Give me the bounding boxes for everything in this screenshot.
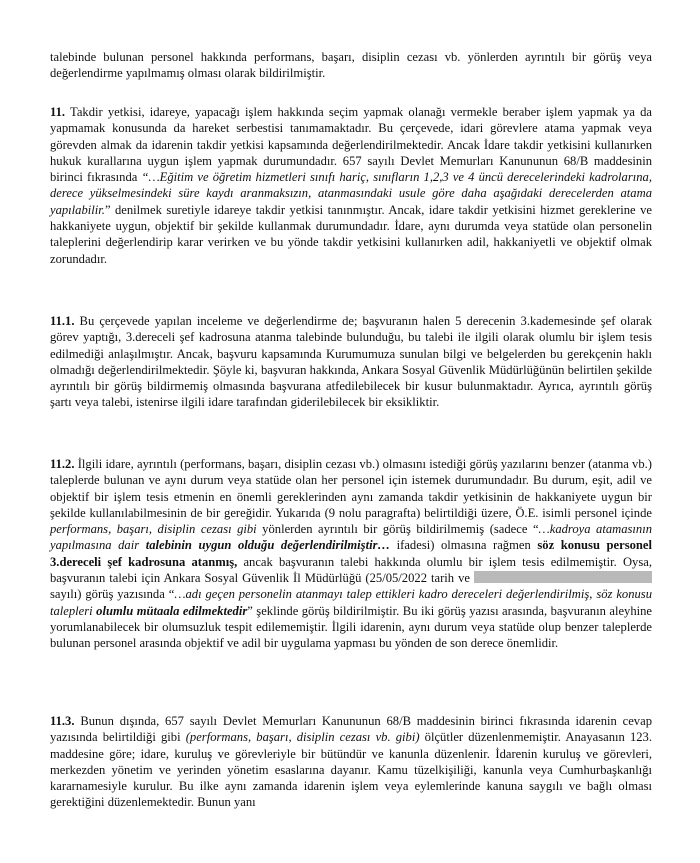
paragraph-text: ” denilmek suretiyle idareye takdir yetkisi tanınmıştır. Ancak, idare takdir yetkisini hizmet gereklerine ve hakkaniyete uygun, objektif bir şekilde kullanmak durumundadır. İdare, aynı durumda veya statüde olan personelin taleplerini değerlendirip karar verirken ve bu yönde takdir yetkisini kullanırken adil, hakkaniyetli ve objektif olmak zorundadır. — [50, 202, 652, 266]
italic-phrase: …kadroya atamasının yapılmasına dair — [50, 522, 652, 553]
redacted-number — [474, 571, 652, 583]
paragraph-text: İlgili idare, ayrıntılı (performans, başarı, disiplin cezası vb.) olmasını istediği görüş yazılarını benzer (atanma vb.) taleplerde bulunan ve aynı durum veya statüde olan her personel için istemek durumundadır. Bu durum, eşit, adil ve objektif bir işlem tesis etmenin en önemli gereklerinden aynı zamanda takdir yetkisinin de hakkaniyete uygun bir şekilde kullanılabilmesinin de bir gereğidir. Yukarıda (9 nolu paragrafta) belirtildiği üzere, Ö.E. isimli personel içinde — [50, 457, 652, 520]
italic-phrase: performans, başarı, disiplin cezası gibi — [50, 522, 257, 537]
paragraph-text: ölçütler düzenlenmemiştir. Anayasanın 123. maddesine göre; idare, kuruluş ve görevleriyle bir bütündür ve kanunla düzenlenir. İdarenin kuruluş ve görevleri, merkezden yönetim ve yerinden yönetim esaslarına dayanır. Kamu tüzelkişiliği, kanunla veya Cumhurbaşkanlığı kararnamesiyle kurulur. Bu ilke aynı zamanda idarenin işlem veya eylemlerinde kanuna saygılı ve bağlı olması gerektiğini düzenlemektedir. Bunun yanı — [50, 730, 652, 810]
paragraph-text: Bu çerçevede yapılan inceleme ve değerlendirme de; başvuranın halen 5 derecenin 3.kademesinde şef olarak görev yaptığı, 3.dereceli şef kadrosuna atanma talebinde bulunduğu, bu talebi ile ilgili olarak olumlu bir işlem tesis edilmediği anlaşılmıştır. Ancak, başvuru kapsamında Kurumumuza sunulan bilgi ve belgelerden bu gerekçenin haklı olmadığı değerlendirilmektedir. Şöyle ki, başvuran hakkında, Ankara Sosyal Güvenlik Müdürlüğünün belirtilen şekilde ayrıntılı bir görüş bildirmemiş olmasında başvurana atfedilebilecek bir kusur bulunmaktadır. Ayrıca, ayrıntılı görüş şartı veya talebi, istenirse ilgili idare tarafından giderilebilecek bir eksikliktir. — [50, 314, 652, 410]
paragraph-text: yönlerden ayrıntılı bir görüş bildirilmemiş (sadece “ — [256, 522, 539, 537]
paragraph-text: Bunun dışında, 657 sayılı Devlet Memurları Kanununun 68/B maddesinin birinci fıkrasında idarenin cevap yazısında belirtildiği gibi — [50, 714, 652, 745]
paragraph-text: sayılı) görüş yazısında “ — [50, 587, 175, 602]
paragraph-number: 11.2. — [50, 457, 75, 471]
paragraph-11 — [50, 104, 652, 267]
cut-off-footer-text — [222, 856, 458, 861]
paragraph-11-1 — [50, 313, 652, 411]
italic-phrase: (performans, başarı, disiplin cezası vb. gibi) — [185, 730, 420, 745]
paragraph-number: 11.3. — [50, 714, 75, 728]
bold-phrase: söz konusu personel 3.dereceli şef kadrosuna atanmış, — [50, 538, 652, 569]
paragraph-continuation — [50, 49, 652, 82]
paragraph-text: ” şeklinde görüş bildirilmiştir. Bu iki görüş yazısı arasında, başvuranın aleyhine yorumlanabilecek bir olumsuzluk tespit edilememiştir. İlgili idarenin, aynı durum veya statüde olup benzer taleplerde bulunan personel arasında objektif ve adil bir uygulama yapması bu yönden de son derece önemlidir. — [50, 603, 653, 651]
paragraph-text: ifadesi) olmasına rağmen — [390, 538, 538, 553]
paragraph-number: 11.1. — [50, 314, 75, 328]
paragraph-text: talebinde bulunan personel hakkında performans, başarı, disiplin cezası vb. yönlerden ayrıntılı bir görüş veya değerlendirme yapılmamış olması olarak bildirilmiştir. — [50, 50, 652, 81]
paragraph-number: 11. — [50, 105, 66, 119]
bold-italic-phrase: olumlu mütaala edilmektedir — [96, 603, 248, 618]
bold-italic-phrase: talebinin uygun olduğu değerlendirilmiştir… — [145, 538, 391, 553]
paragraph-11-3 — [50, 713, 652, 811]
paragraph-11-2 — [50, 456, 652, 652]
paragraph-text: Takdir yetkisi, idareye, yapacağı işlem hakkında seçim yapmak olanağı vermekle beraber işlem yapmak ya da yapmamak konusunda da hareket serbestisi tanımamaktadır. Bu çerçevede, idari görevlere atama yapmak veya görevden almak da idarenin takdir yetkisi kapsamında değerlendirilmektedir. Ancak İdare takdir yetkisini kullanırken hukuk kurallarına uygun işlem yapmak durumundadır. 657 sayılı Devlet Memurları Kanununun 68/B maddesinin birinci fıkrasında — [50, 105, 652, 185]
paragraph-text: ancak başvuranın talebi hakkında olumlu bir işlem tesis edilmemiştir. Oysa, başvuranın talebi için Ankara Sosyal Güvenlik İl Müdürlüğü (25/05/2022 tarih ve — [50, 554, 652, 586]
italic-phrase: …adı geçen personelin atanmayı talep ettikleri kadro dereceleri değerlendirilmiş, söz konusu talepleri — [50, 587, 652, 618]
legal-quote: “…Eğitim ve öğretim hizmetleri sınıfı hariç, sınıfların 1,2,3 ve 4 üncü derecelerindeki kadrolarına, derece yükselmesindeki süre kaydı aranmaksızın, atanmasındaki usule göre daha aşağıdaki derecelerden atama yapılabilir. — [50, 170, 652, 217]
